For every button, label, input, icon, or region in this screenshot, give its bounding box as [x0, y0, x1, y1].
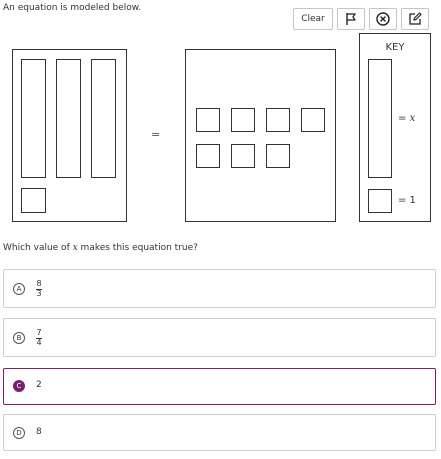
x-tile [21, 59, 46, 178]
flag-button[interactable] [337, 8, 365, 30]
option-value [36, 328, 42, 347]
unit-tile [266, 144, 290, 168]
fraction [36, 280, 42, 298]
fraction-denominator: 3 [36, 289, 42, 298]
fraction [36, 329, 42, 347]
key-title: KEY [385, 42, 405, 53]
flag-icon [344, 12, 358, 26]
question-text [3, 243, 198, 253]
edit-icon [408, 12, 422, 26]
close-circle-icon [376, 12, 390, 26]
option-letter: D [13, 427, 25, 439]
eliminate-button[interactable] [369, 8, 397, 30]
x-tile [91, 59, 116, 178]
key-x-tile [368, 59, 392, 178]
unit-tile [231, 108, 255, 132]
question-variable: x [72, 243, 78, 253]
question-prefix: Which value of [3, 243, 73, 253]
option-letter: A [13, 283, 25, 295]
key-x-label [398, 113, 415, 124]
option-letter: B [13, 332, 25, 344]
prompt-text: An equation is modeled below. [3, 3, 142, 13]
question-suffix: makes this equation true? [77, 243, 198, 253]
clear-button[interactable]: Clear [293, 8, 333, 30]
option-c[interactable] [3, 368, 436, 405]
option-b[interactable] [3, 318, 436, 357]
unit-tile [301, 108, 325, 132]
option-value: 2 [36, 380, 42, 390]
option-a[interactable] [3, 269, 436, 308]
equals-sign: = [151, 128, 161, 141]
key-x-prefix: = [398, 113, 410, 124]
option-letter: C [13, 380, 25, 392]
toolbar [293, 8, 429, 30]
key-unit-tile [368, 189, 392, 213]
x-tile [56, 59, 81, 178]
unit-tile [266, 108, 290, 132]
unit-tile [196, 144, 220, 168]
option-value [36, 279, 42, 298]
edit-button[interactable] [401, 8, 429, 30]
right-expression-box [185, 49, 336, 222]
unit-tile [21, 188, 46, 213]
unit-tile [231, 144, 255, 168]
option-value: 8 [36, 427, 42, 437]
fraction-numerator: 8 [36, 279, 42, 288]
key-x-variable: x [409, 113, 416, 124]
unit-tile [196, 108, 220, 132]
fraction-numerator: 7 [36, 328, 42, 337]
option-d[interactable] [3, 414, 436, 451]
key-unit-label: = 1 [398, 195, 416, 206]
fraction-denominator: 4 [36, 338, 42, 347]
